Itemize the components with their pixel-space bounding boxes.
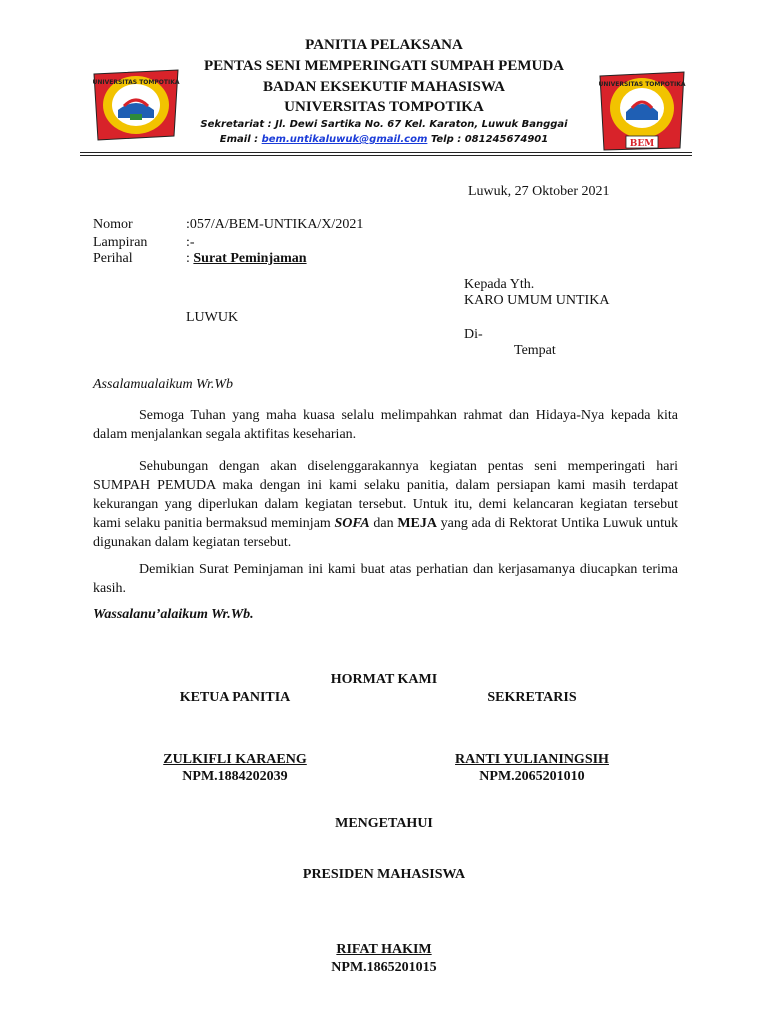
perihal-colon: : (186, 251, 194, 266)
paragraph-2 (93, 457, 678, 552)
header-line-2: PENTAS SENI MEMPERINGATI SUMPAH PEMUDA (203, 58, 564, 74)
recipient-di: Di- (464, 327, 483, 342)
letter-date: Luwuk, 27 Oktober 2021 (468, 184, 610, 199)
closing: Wassalanu’alaikum Wr.Wb. (93, 607, 254, 622)
nomor-label: Nomor (93, 217, 133, 232)
paragraph-3: Demikian Surat Peminjaman ini kami buat atas perhatian dan kerjasamanya diucapkan terima kasih. (93, 562, 678, 596)
presiden-npm: NPM.1865201015 (331, 960, 437, 975)
header-contact (0, 133, 768, 147)
item-sofa: SOFA (334, 516, 370, 531)
sekretaris-title: SEKRETARIS (487, 690, 577, 705)
email-label: Email : (219, 134, 262, 145)
header-divider-thin (80, 155, 692, 156)
logo-right-text: UNIVERSITAS TOMPOTIKA (598, 81, 686, 88)
perihal-label: Perihal (93, 251, 133, 266)
mengetahui: MENGETAHUI (335, 816, 433, 831)
perihal-value: Surat Peminjaman (193, 251, 307, 266)
header-divider (80, 152, 692, 153)
header-line-4: UNIVERSITAS TOMPOTIKA (284, 99, 484, 115)
logo-right-badge: BEM (629, 139, 655, 149)
nomor-value: :057/A/BEM-UNTIKA/X/2021 (186, 217, 364, 232)
presiden-name: RIFAT HAKIM (336, 942, 432, 957)
item-meja: MEJA (397, 516, 437, 531)
recipient-tempat: Tempat (514, 343, 556, 358)
ketua-panitia-title: KETUA PANITIA (179, 690, 291, 705)
recipient-name: KARO UMUM UNTIKA (464, 293, 610, 308)
lampiran-value: :- (186, 235, 195, 250)
recipient-city: LUWUK (186, 310, 239, 325)
paragraph-2-text-a: Sehubungan dengan akan diselenggarakannya kegiatan pentas seni memperingati hari SUMPAH PEMUDA maka dengan ini kami selaku panitia, dalam persiapan kami masih terdapat kekurangan yang diperlukan dalam kegiatan tersebut. Untuk itu, demi kelancaran kegiatan tersebut kami selaku panitia bermaksud meminjam (93, 459, 678, 531)
paragraph-2-text-c: yang ada di Rektorat Untika Luwuk untuk digunakan dalam kegiatan tersebut. (93, 516, 678, 550)
recipient-kepada: Kepada Yth. (464, 277, 535, 292)
paragraph-1: Semoga Tuhan yang maha kuasa selalu melimpahkan rahmat dan Hidaya-Nya kepada kita dalam menjalankan segala aktifitas keseharian. (93, 408, 678, 442)
sekretaris-name: RANTI YULIANINGSIH (455, 752, 609, 767)
header-line-1: PANITIA PELAKSANA (305, 37, 463, 53)
header-line-3: BADAN EKSEKUTIF MAHASISWA (263, 79, 505, 95)
ketua-npm: NPM.1884202039 (182, 769, 288, 784)
hormat-kami: HORMAT KAMI (330, 672, 438, 687)
perihal-value-row (186, 249, 307, 268)
paragraph-2-text-b: dan (369, 516, 398, 531)
logo-left-text: UNIVERSITAS TOMPOTIKA (92, 79, 180, 86)
lampiran-label: Lampiran (93, 235, 148, 250)
ketua-name: ZULKIFLI KARAENG (163, 752, 307, 767)
greeting: Assalamualaikum Wr.Wb (93, 377, 233, 392)
header-address: Sekretariat : Jl. Dewi Sartika No. 67 Kel. Karaton, Luwuk Banggai (200, 119, 568, 130)
email-link[interactable]: bem.untikaluwuk@gmail.com (261, 134, 428, 145)
phone: Telp : 081245674901 (427, 134, 549, 145)
sekretaris-npm: NPM.2065201010 (479, 769, 585, 784)
presiden-title: PRESIDEN MAHASISWA (302, 867, 466, 882)
